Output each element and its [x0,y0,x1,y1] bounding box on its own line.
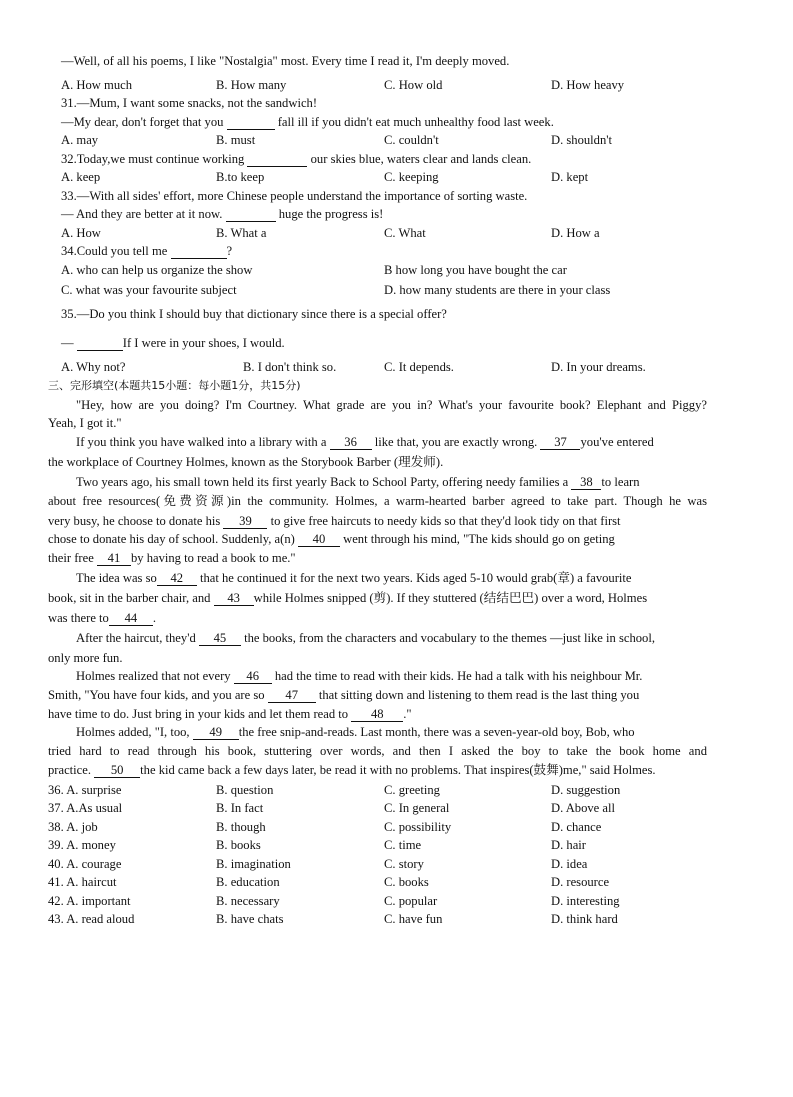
blank-38: 38 [571,475,601,490]
q31-line2 [61,114,554,130]
q42-option-a: 42. A. important [48,894,131,908]
q33-option-a: A. How [61,226,101,240]
passage-text: have time to do. Just bring in your kids and let them read to [48,707,352,721]
q31-option-c: C. couldn't [384,133,439,147]
passage-text: . [152,611,157,625]
q43-option-b: B. have chats [216,912,284,926]
q39-option-c: C. time [384,838,422,852]
passage-text: The idea was so [76,571,157,585]
passage-text: ." [403,707,412,721]
q32-option-a: A. keep [61,170,101,184]
q32-stem [61,151,531,167]
passage-text: while Holmes snipped (剪). If they stuttered (结结巴巴) over a word, Holmes [253,591,648,605]
q34-option-c: C. what was your favourite subject [61,283,237,297]
q30-option-b: B. How many [216,78,287,92]
q36-option-a: 36. A. surprise [48,783,122,797]
q41-option-c: C. books [384,875,429,889]
passage-text: had the time to read with their kids. He had a talk with his neighbour Mr. [271,669,643,683]
passage-text: Two years ago, his small town held its first yearly Back to School Party, offering needy families a [76,475,572,489]
q36-option-b: B. question [216,783,274,797]
passage-p3-line5 [48,550,296,566]
q37-option-b: B. In fact [216,801,264,815]
blank-44: 44 [109,611,153,626]
passage-text: book, sit in the barber chair, and [48,591,214,605]
q30-dialogue-line: —Well, of all his poems, I like "Nostalgia" most. Every time I read it, I'm deeply moved. [61,54,510,68]
passage-text: Holmes realized that not every [76,669,234,683]
q32-option-d: D. kept [551,170,589,184]
q31-line2-start: —My dear, don't forget that you [61,115,227,129]
q32-option-b: B.to keep [216,170,265,184]
q42-option-c: C. popular [384,894,438,908]
q35-option-a: A. Why not? [61,360,126,374]
q35-line2 [61,335,285,351]
q35-stem: 35.—Do you think I should buy that dictionary since there is a special offer? [61,307,447,321]
q33-stem: 33.—With all sides' effort, more Chinese people understand the importance of sorting waste. [61,189,528,203]
q38-option-d: D. chance [551,820,602,834]
q31-line2-end: fall ill if you didn't eat much unhealthy food last week. [274,115,554,129]
passage-p7-line1 [76,724,635,740]
blank-37: 37 [540,435,580,450]
q33-option-c: C. What [384,226,426,240]
passage-text: by having to read a book to me." [130,551,296,565]
q31-blank [227,115,275,130]
q32-stem-end: our skies blue, waters clear and lands clean. [307,152,532,166]
q33-option-b: B. What a [216,226,267,240]
q32-option-c: C. keeping [384,170,439,184]
q39-option-b: B. books [216,838,261,852]
passage-p1-line2: Yeah, I got it." [48,416,122,430]
q39-option-d: D. hair [551,838,586,852]
passage-text: very busy, he choose to donate his [48,514,224,528]
q41-option-b: B. education [216,875,280,889]
passage-text: went through his mind, "The kids should go on geting [339,532,615,546]
q34-blank [171,244,227,259]
section-heading-cloze: 三、完形填空(本题共15小题：每小题1分，共15分) [48,379,301,392]
passage-p4-line1 [76,570,632,586]
passage-text: Smith, "You have four kids, and you are so [48,688,268,702]
q38-option-b: B. though [216,820,266,834]
passage-p1-line1: "Hey, how are you doing? I'm Courtney. What grade are you in? What's your favourite book? Elephant and Piggy? [76,398,707,412]
passage-text: the books, from the characters and vocabulary to the themes —just like in school, [240,631,656,645]
q38-option-c: C. possibility [384,820,452,834]
blank-45: 45 [199,631,241,646]
q41-option-a: 41. A. haircut [48,875,117,889]
q36-option-d: D. suggestion [551,783,621,797]
q40-option-c: C. story [384,857,424,871]
q34-option-d: D. how many students are there in your class [384,283,611,297]
passage-p4-line2 [48,590,647,606]
q43-option-a: 43. A. read aloud [48,912,135,926]
q34-option-a: A. who can help us organize the show [61,263,253,277]
q40-option-d: D. idea [551,857,588,871]
q40-option-b: B. imagination [216,857,291,871]
passage-text: practice. [48,763,95,777]
q41-option-d: D. resource [551,875,610,889]
passage-text: to give free haircuts to needy kids so that they'd look tidy on that first [267,514,621,528]
blank-36: 36 [330,435,372,450]
passage-text: the kid came back a few days later, be read it with no problems. That inspires(鼓舞)me," said Holmes. [140,763,656,777]
passage-text: like that, you are exactly wrong. [371,435,541,449]
q33-line2 [61,206,383,222]
passage-text: you've entered [580,435,654,449]
passage-p4-line3 [48,610,156,626]
passage-text: to learn [601,475,640,489]
q40-option-a: 40. A. courage [48,857,122,871]
passage-text: After the haircut, they'd [76,631,199,645]
passage-p6-line1 [76,668,642,684]
blank-40: 40 [298,532,340,547]
q33-blank [226,207,276,222]
passage-p6-line3 [48,706,412,722]
passage-p3-line2: about free resources(免费资源)in the community. Holmes, a warm-hearted barber agreed to take part. Though he was [48,494,707,508]
passage-text: the free snip-and-reads. Last month, there was a seven-year-old boy, Bob, who [238,725,635,739]
q30-option-c: C. How old [384,78,443,92]
passage-p3-line1 [76,474,640,490]
passage-text: their free [48,551,97,565]
passage-text: that he continued it for the next two years. Kids aged 5-10 would grab(章) a favourite [196,571,632,585]
q33-line2-start: — And they are better at it now. [61,207,226,221]
q43-option-c: C. have fun [384,912,443,926]
passage-p3-line3 [48,513,621,529]
q38-option-a: 38. A. job [48,820,98,834]
q42-option-d: D. interesting [551,894,620,908]
q34-stem [61,243,232,259]
passage-text: was there to [48,611,109,625]
blank-41: 41 [97,551,131,566]
q34-stem-end: ? [226,244,233,258]
passage-p3-line4 [48,531,615,547]
q33-option-d: D. How a [551,226,600,240]
q34-stem-start: 34.Could you tell me [61,244,171,258]
q33-line2-end: huge the progress is! [275,207,384,221]
passage-p5-line1 [76,630,655,646]
q37-option-a: 37. A.As usual [48,801,123,815]
q35-blank [77,336,123,351]
q42-option-b: B. necessary [216,894,280,908]
blank-42: 42 [157,571,197,586]
blank-47: 47 [268,688,316,703]
passage-p6-line2 [48,687,639,703]
passage-p2-line1 [76,434,654,450]
blank-46: 46 [234,669,272,684]
blank-49: 49 [193,725,239,740]
q35-line2-end: If I were in your shoes, I would. [122,336,285,350]
passage-p7-line2: tried hard to read through his book, stuttering over words, and then I asked the boy to take the book home and [48,744,707,758]
q31-option-a: A. may [61,133,99,147]
q31-stem: 31.—Mum, I want some snacks, not the sandwich! [61,96,318,110]
q35-line2-start: — [61,336,77,350]
q39-option-a: 39. A. money [48,838,116,852]
passage-p5-line2: only more fun. [48,651,123,665]
passage-text: chose to donate his day of school. Suddenly, a(n) [48,532,298,546]
q37-option-c: C. In general [384,801,450,815]
q32-blank [247,152,307,167]
q43-option-d: D. think hard [551,912,618,926]
q34-option-b: B how long you have bought the car [384,263,567,277]
passage-p7-line3 [48,762,656,778]
q30-option-a: A. How much [61,78,133,92]
blank-50: 50 [94,763,140,778]
q31-option-b: B. must [216,133,256,147]
q35-option-c: C. It depends. [384,360,454,374]
q31-option-d: D. shouldn't [551,133,613,147]
passage-text: Holmes added, "I, too, [76,725,193,739]
q37-option-d: D. Above all [551,801,616,815]
passage-p2-line2: the workplace of Courtney Holmes, known as the Storybook Barber (理发师). [48,455,444,469]
q36-option-c: C. greeting [384,783,440,797]
passage-text: If you think you have walked into a library with a [76,435,330,449]
blank-39: 39 [223,514,267,529]
q35-option-d: D. In your dreams. [551,360,646,374]
blank-43: 43 [214,591,254,606]
passage-text: that sitting down and listening to them read is the last thing you [315,688,640,702]
q30-option-d: D. How heavy [551,78,625,92]
q32-stem-start: 32.Today,we must continue working [61,152,248,166]
q35-option-b: B. I don't think so. [243,360,337,374]
blank-48: 48 [351,707,403,722]
